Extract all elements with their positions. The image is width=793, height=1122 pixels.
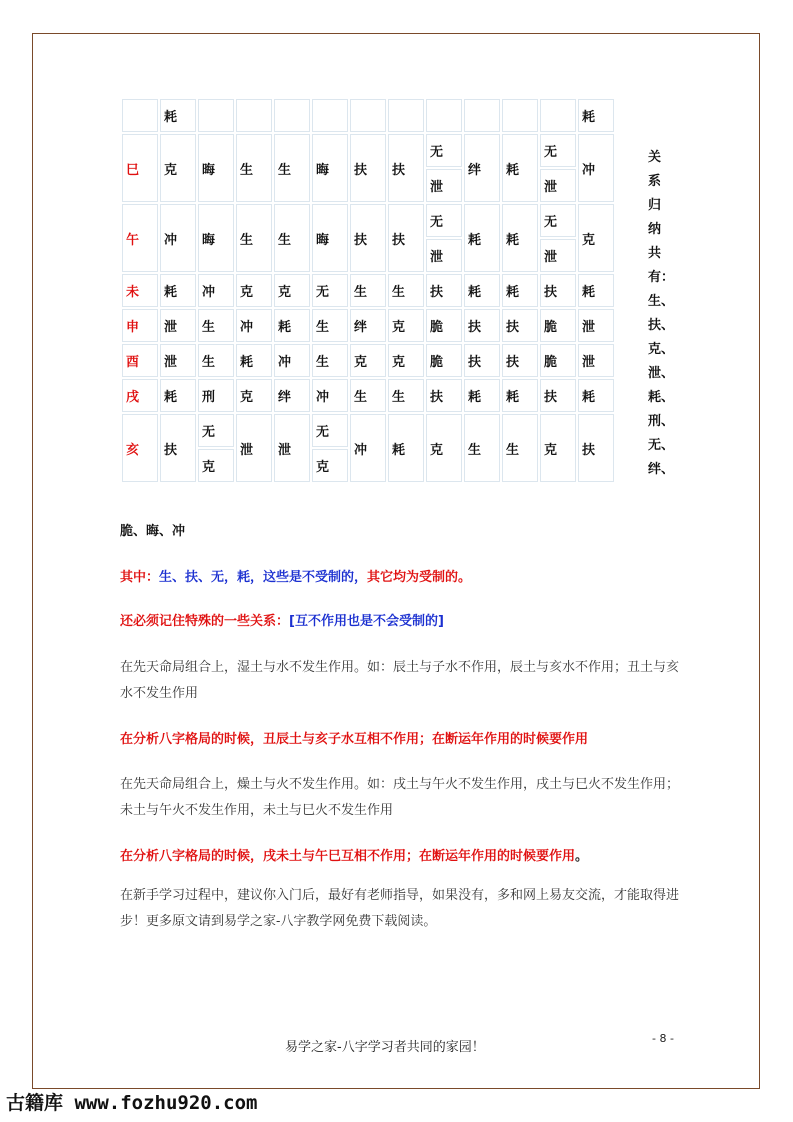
table-cell: 泄 xyxy=(160,309,196,342)
table-row xyxy=(122,134,614,167)
table-cell xyxy=(388,99,424,132)
table-cell: 扶 xyxy=(426,274,462,307)
table-cell xyxy=(312,99,348,132)
table-cell: 耗 xyxy=(388,414,424,482)
table-cell: 冲 xyxy=(274,344,310,377)
table-cell: 无 xyxy=(426,204,462,237)
table-cell: 耗 xyxy=(464,379,500,412)
table-cell: 生 xyxy=(312,309,348,342)
row-label xyxy=(122,99,158,132)
table-cell: 无 xyxy=(312,274,348,307)
table-cell: 耗 xyxy=(578,99,614,132)
relation-table xyxy=(120,97,616,484)
table-cell xyxy=(274,99,310,132)
table-cell: 耗 xyxy=(502,379,538,412)
table-cell: 克 xyxy=(236,379,272,412)
table-row xyxy=(122,204,614,237)
table-cell: 扶 xyxy=(426,379,462,412)
table-cell: 冲 xyxy=(350,414,386,482)
line-analysis-2: 在分析八字格局的时候，戌未土与午巳互相不作用；在断运年作用的时候要作用。 xyxy=(120,849,589,864)
page-number: - 8 - xyxy=(652,1032,674,1045)
side-summary-text xyxy=(648,146,675,482)
side-summary-char: 无、 xyxy=(648,438,675,453)
table-cell xyxy=(464,99,500,132)
side-summary-char: 生、 xyxy=(648,294,675,309)
table-cell: 克 xyxy=(578,204,614,272)
table-cell: 克 xyxy=(350,344,386,377)
side-summary-char: 绊、 xyxy=(648,462,675,477)
table-cell: 扶 xyxy=(350,204,386,272)
line-unrestricted: 其中：生、扶、无，耗，这些是不受制的，其它均为受制的。 xyxy=(120,570,472,585)
table-cell: 绊 xyxy=(350,309,386,342)
row-label: 酉 xyxy=(122,344,158,377)
table-cell: 冲 xyxy=(578,134,614,202)
table-cell: 晦 xyxy=(198,134,234,202)
row-label: 巳 xyxy=(122,134,158,202)
table-cell: 泄 xyxy=(578,344,614,377)
table-cell: 泄 xyxy=(426,169,462,202)
row-label: 戌 xyxy=(122,379,158,412)
footer-text: 易学之家-八字学习者共同的家园！ xyxy=(285,1040,485,1055)
table-cell: 冲 xyxy=(160,204,196,272)
side-summary-char: 共 xyxy=(648,246,662,261)
row-label: 未 xyxy=(122,274,158,307)
line-analysis-1: 在分析八字格局的时候，丑辰土与亥子水互相不作用；在断运年作用的时候要作用 xyxy=(120,732,589,747)
table-cell: 泄 xyxy=(540,239,576,272)
table-cell: 冲 xyxy=(236,309,272,342)
table-cell: 刑 xyxy=(198,379,234,412)
table-cell: 无 xyxy=(198,414,234,447)
table-row xyxy=(122,379,614,412)
side-summary-char: 扶、 xyxy=(648,318,675,333)
table-cell: 扶 xyxy=(160,414,196,482)
table-cell: 克 xyxy=(540,414,576,482)
table-cell: 生 xyxy=(388,274,424,307)
table-cell: 生 xyxy=(236,204,272,272)
table-cell: 克 xyxy=(160,134,196,202)
table-cell xyxy=(540,99,576,132)
table-cell: 扶 xyxy=(502,309,538,342)
table-cell: 耗 xyxy=(160,379,196,412)
table-cell: 脆 xyxy=(426,309,462,342)
table-cell: 生 xyxy=(502,414,538,482)
table-cell: 冲 xyxy=(198,274,234,307)
table-cell: 脆 xyxy=(540,309,576,342)
table-cell: 生 xyxy=(350,274,386,307)
table-cell xyxy=(198,99,234,132)
side-summary-char: 耗、 xyxy=(648,390,675,405)
table-cell: 耗 xyxy=(502,204,538,272)
table-cell: 扶 xyxy=(464,309,500,342)
table-cell: 生 xyxy=(350,379,386,412)
side-summary-char: 刑、 xyxy=(648,414,675,429)
side-summary-char: 克、 xyxy=(648,342,675,357)
table-cell xyxy=(426,99,462,132)
table-row xyxy=(122,99,614,132)
table-cell: 扶 xyxy=(540,379,576,412)
table-cell xyxy=(236,99,272,132)
line-special-relations: 还必须记住特殊的一些关系：[互不作用也是不会受制的] xyxy=(120,614,444,629)
table-cell: 生 xyxy=(464,414,500,482)
table-cell: 泄 xyxy=(426,239,462,272)
table-cell: 耗 xyxy=(236,344,272,377)
table-cell: 克 xyxy=(388,309,424,342)
summary-tail: 脆、晦、冲 xyxy=(120,524,186,539)
table-cell: 耗 xyxy=(578,379,614,412)
table-cell: 晦 xyxy=(312,134,348,202)
site-watermark: 古籍库 www.fozhu920.com xyxy=(6,1092,258,1114)
table-cell: 克 xyxy=(426,414,462,482)
side-summary-char: 有： xyxy=(648,270,675,285)
table-cell: 耗 xyxy=(160,99,196,132)
table-cell: 扶 xyxy=(502,344,538,377)
table-cell: 克 xyxy=(388,344,424,377)
table-row xyxy=(122,414,614,447)
table-cell: 冲 xyxy=(312,379,348,412)
table-cell: 耗 xyxy=(578,274,614,307)
table-cell: 泄 xyxy=(236,414,272,482)
table-cell: 晦 xyxy=(312,204,348,272)
table-cell: 扶 xyxy=(388,134,424,202)
side-summary-char: 纳 xyxy=(648,222,662,237)
table-cell: 克 xyxy=(274,274,310,307)
table-cell: 生 xyxy=(198,344,234,377)
table-cell: 生 xyxy=(312,344,348,377)
table-cell: 生 xyxy=(198,309,234,342)
table-cell: 扶 xyxy=(388,204,424,272)
row-label: 午 xyxy=(122,204,158,272)
side-summary-char: 关 xyxy=(648,150,662,165)
table-cell: 克 xyxy=(198,449,234,482)
table-cell: 泄 xyxy=(160,344,196,377)
table-cell: 泄 xyxy=(540,169,576,202)
table-cell: 脆 xyxy=(426,344,462,377)
table-cell xyxy=(502,99,538,132)
table-cell: 扶 xyxy=(350,134,386,202)
table-cell: 脆 xyxy=(540,344,576,377)
table-cell: 绊 xyxy=(464,134,500,202)
table-cell: 扶 xyxy=(540,274,576,307)
table-cell: 生 xyxy=(274,134,310,202)
table-cell: 晦 xyxy=(198,204,234,272)
table-row xyxy=(122,344,614,377)
table-cell: 泄 xyxy=(578,309,614,342)
table-cell: 无 xyxy=(540,134,576,167)
table-cell: 无 xyxy=(426,134,462,167)
table-cell: 克 xyxy=(236,274,272,307)
table-cell: 绊 xyxy=(274,379,310,412)
paragraph-advice: 在新手学习过程中，建议你入门后，最好有老师指导，如果没有，多和网上易友交流，才能取得进步！更多原文请到易学之家-八字教学网免费下载阅读。 xyxy=(120,888,680,929)
table-cell: 生 xyxy=(236,134,272,202)
table-cell: 耗 xyxy=(502,134,538,202)
table-cell: 耗 xyxy=(464,274,500,307)
table-cell: 克 xyxy=(312,449,348,482)
table-cell: 泄 xyxy=(274,414,310,482)
side-summary-char: 系 xyxy=(648,174,662,189)
table-cell: 无 xyxy=(540,204,576,237)
table-cell: 生 xyxy=(388,379,424,412)
row-label: 亥 xyxy=(122,414,158,482)
paragraph-dry-earth: 在先天命局组合上，燥土与火不发生作用。如：戌土与午火不发生作用，戌土与巳火不发生作用；未土与午火不发生作用，未土与巳火不发生作用 xyxy=(120,777,680,818)
table-row xyxy=(122,309,614,342)
table-cell: 耗 xyxy=(160,274,196,307)
table-cell: 耗 xyxy=(502,274,538,307)
side-summary-char: 泄、 xyxy=(648,366,675,381)
table-cell: 耗 xyxy=(274,309,310,342)
table-cell: 耗 xyxy=(464,204,500,272)
table-cell: 生 xyxy=(274,204,310,272)
table-cell: 无 xyxy=(312,414,348,447)
table-cell: 扶 xyxy=(464,344,500,377)
table-cell xyxy=(350,99,386,132)
table-row xyxy=(122,274,614,307)
side-summary-char: 归 xyxy=(648,198,662,213)
paragraph-wet-earth: 在先天命局组合上，湿土与水不发生作用。如：辰土与子水不作用，辰土与亥水不作用；丑土与亥水不发生作用 xyxy=(120,660,680,701)
table-cell: 扶 xyxy=(578,414,614,482)
row-label: 申 xyxy=(122,309,158,342)
